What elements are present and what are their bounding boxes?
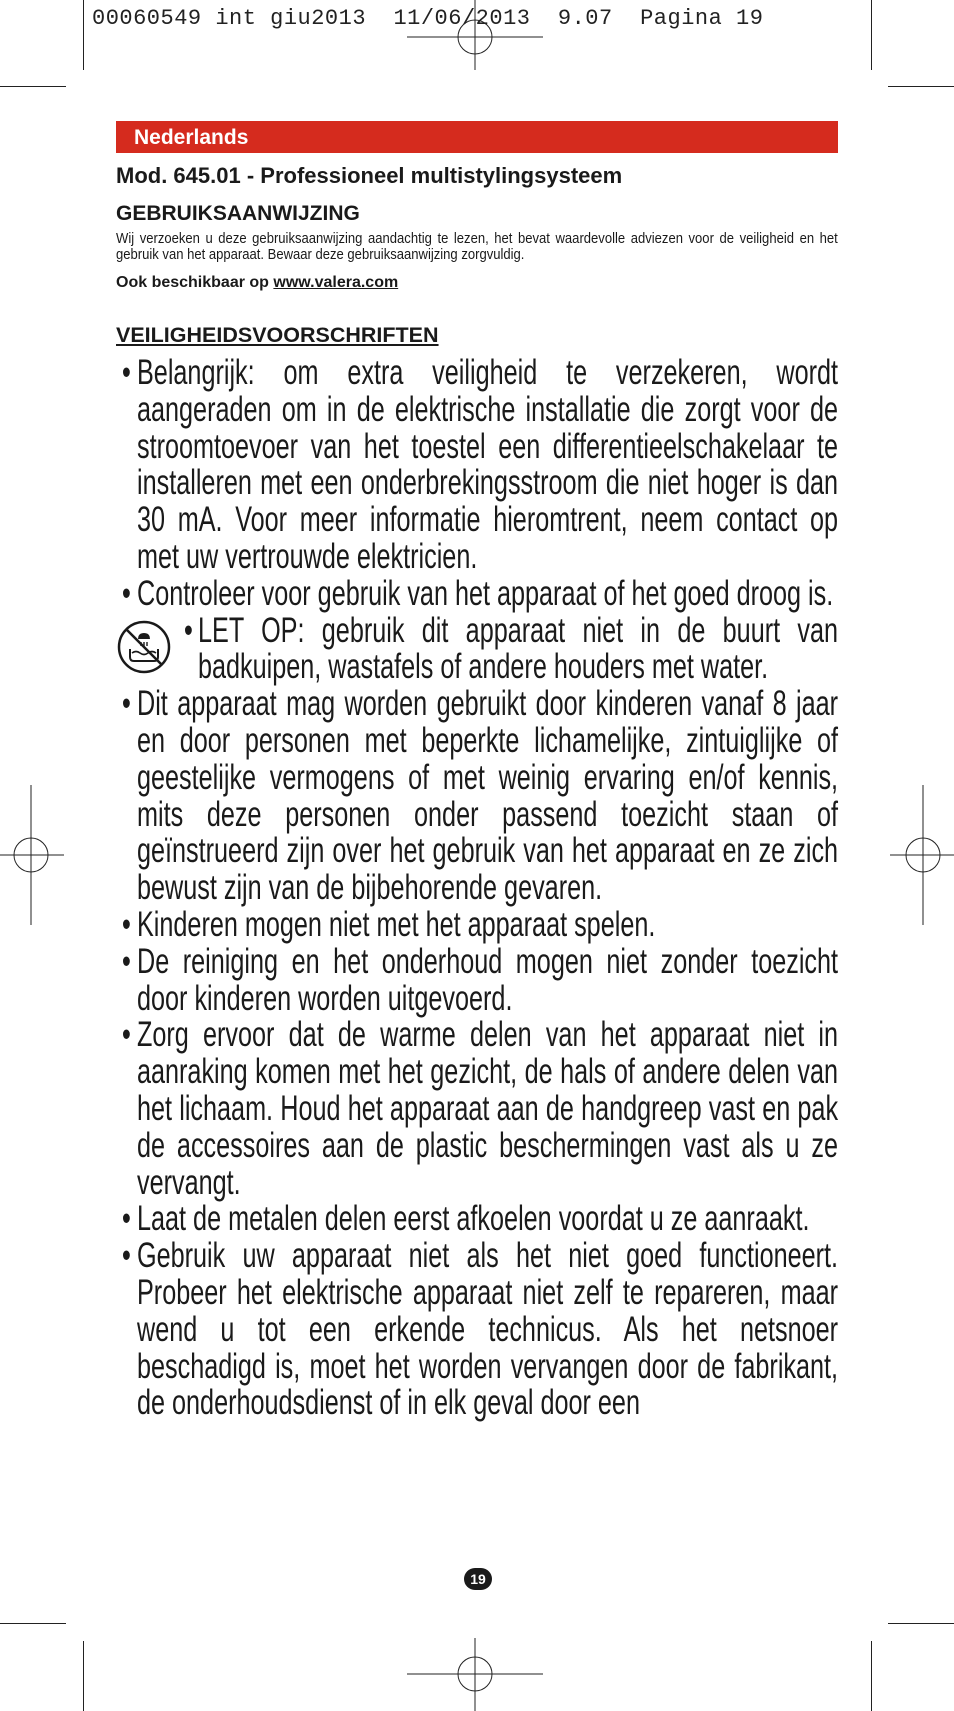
safety-heading: VEILIGHEIDSVOORSCHRIFTEN — [116, 323, 439, 347]
page-number-badge: 19 — [464, 1568, 492, 1590]
bullet-text: LET OP: gebruik dit apparaat niet in de buurt van badkuipen, wastafels of andere houders met water. — [198, 610, 839, 687]
printer-slug-line: 00060549 int giu2013 11/06/2013 9.07 Pagina 19 — [92, 6, 764, 31]
bullet-item — [122, 573, 838, 613]
safety-bullet-list — [122, 355, 838, 1422]
crop-mark-top-right-h — [888, 86, 954, 87]
bullet-text: Gebruik uw apparaat niet als het niet goed functioneert. Probeer het elektrische apparaat niet zelf te repareren, maar wend u tot een erkende technicus. Als het netsnoer beschadigd is, moet het worden vervangen door de fabrikant, de onderhoudsdienst of in elk geval door een — [137, 1236, 839, 1423]
no-water-warning-icon — [116, 619, 172, 675]
bullet-dot: • — [122, 1199, 131, 1239]
model-title: Mod. 645.01 - Professioneel multistylingsysteem — [116, 163, 623, 188]
crop-mark-bottom-right-v — [871, 1641, 872, 1711]
bullet-item — [122, 1017, 838, 1201]
bullet-dot: • — [122, 1015, 131, 1055]
bullet-dot: • — [122, 1236, 131, 1276]
bullet-text: Controleer voor gebruik van het apparaat of het goed droog is. — [137, 573, 834, 613]
bullet-text: Zorg ervoor dat de warme delen van het apparaat niet in aanraking komen met het gezicht, de hals of andere delen van het lichaam. Houd het apparaat aan de handgreep vast en pak de accessoires aan de plastic beschermingen vast als u ze vervangt. — [137, 1015, 839, 1202]
bullet-item — [122, 1201, 838, 1238]
bullet-item — [122, 904, 838, 944]
crop-mark-bottom-left-h — [0, 1623, 66, 1624]
crop-mark-top-left-h — [0, 86, 66, 87]
registration-mark-right — [888, 785, 954, 925]
registration-mark-left — [0, 785, 66, 925]
bullet-text: Dit apparaat mag worden gebruikt door kinderen vanaf 8 jaar en door personen met beperkte lichamelijke, zintuiglijke of geestelijke vermogens of met weinig ervaring en/of kennis, mits deze personen onder passend toezicht staan of geïnstrueerd zijn over het gebruik van het apparaat en ze zich bewust zijn van de bijbehorende gevaren. — [137, 684, 839, 908]
crop-mark-top-left-v — [83, 0, 84, 70]
registration-mark-top — [405, 0, 545, 72]
bullet-item — [122, 686, 838, 907]
registration-mark-bottom — [405, 1638, 545, 1711]
availability-prefix: Ook beschikbaar op — [116, 274, 274, 291]
website-link[interactable]: www.valera.com — [273, 274, 399, 291]
language-label: Nederlands — [134, 126, 249, 149]
bullet-dot: • — [184, 610, 193, 650]
language-bar — [116, 121, 838, 153]
bullet-text: Kinderen mogen niet met het apparaat spelen. — [137, 904, 656, 944]
bullet-item — [122, 355, 838, 576]
bullet-dot: • — [122, 573, 131, 613]
bullet-dot: • — [122, 353, 131, 392]
bullet-text: Laat de metalen delen eerst afkoelen voordat u ze aanraakt. — [137, 1199, 810, 1239]
availability-line — [116, 274, 398, 292]
bullet-dot: • — [122, 941, 131, 981]
intro-paragraph: Wij verzoeken u deze gebruiksaanwijzing aandachtig te lezen, het bevat waardevolle adviezen voor de veiligheid en het gebruik van het apparaat. Bewaar deze gebruiksaanwijzing zorgvuldig. — [116, 231, 838, 263]
manual-heading: GEBRUIKSAANWIJZING — [116, 202, 360, 225]
bullet-dot: • — [122, 684, 131, 724]
bullet-item-warning — [122, 610, 839, 687]
bullet-dot: • — [122, 904, 131, 944]
crop-mark-bottom-left-v — [83, 1641, 84, 1711]
bullet-item — [122, 1238, 838, 1422]
crop-mark-bottom-right-h — [888, 1623, 954, 1624]
crop-mark-top-right-v — [871, 0, 872, 70]
bullet-item — [122, 941, 839, 1018]
bullet-text: Belangrijk: om extra veiligheid te verzekeren, wordt aangeraden om in de elektrische installatie die zorgt voor de stroomtoevoer van het toestel een differentieelschakelaar te installeren met een onderbrekingsstroom die niet hoger is dan 30 mA. Voor meer informatie hieromtrent, neem contact op met uw vertrouwde elektricien. — [137, 353, 839, 576]
bullet-text: De reiniging en het onderhoud mogen niet zonder toezicht door kinderen worden uitgevoerd. — [137, 941, 839, 1018]
